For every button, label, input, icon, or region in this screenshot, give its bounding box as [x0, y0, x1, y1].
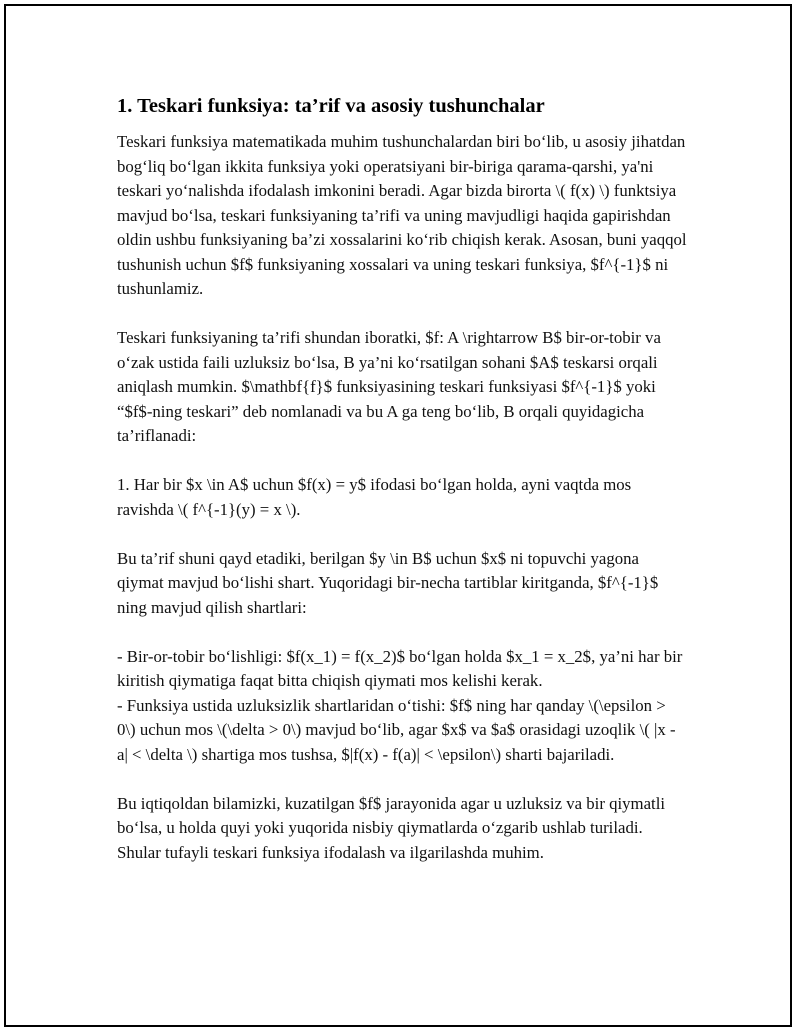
- paragraph-condition-1: 1. Har bir $x \in A$ uchun $f(x) = y$ ifodasi bo‘lgan holda, ayni vaqtda mos ravishda \( f^{-1}(y) = x \).: [117, 475, 632, 519]
- paragraph-conclusion: Bu iqtiqoldan bilamizki, kuzatilgan $f$ jarayonida agar u uzluksiz va bir qiymatli bo‘lsa, u holda quyi yoki yuqorida nisbiy qiymatlarda o‘zgarib ushlab turiladi. Shular tufayli teskari funksiya ifodalash va ilgarilashda muhim.: [117, 793, 666, 862]
- section-heading: 1. Teskari funksiya: ta’rif va asosiy tushunchalar: [117, 95, 545, 117]
- list-item-continuity: - Funksiya ustida uzluksizlik shartlaridan o‘tishi: $f$ ning har qanday \(\epsilon > 0\) uchun mos \(\delta > 0\) mavjud bo‘lib, agar $x$ va $a$ orasidagi uzoqlik \( |x - a| < \delta \) shartiga mos tushsa, $|f(x) - f(a)| < \epsilon\) sharti bajariladi.: [117, 695, 676, 764]
- list-item-injectivity: - Bir-or-tobir bo‘lishligi: $f(x_1) = f(x_2)$ bo‘lgan holda $x_1 = x_2$, ya’ni har bir kiritish qiymatiga faqat bitta chiqish qiymati mos kelishi kerak.: [117, 646, 683, 690]
- paragraph-definition: Teskari funksiyaning ta’rifi shundan iboratki, $f: A \rightarrow B$ bir-or-tobir va o‘zak ustida faili uzluksiz bo‘lsa, B ya’ni ko‘rsatilgan sohani $A$ teskarsi orqali aniqlash mumkin. $\mathbf{f}$ funksiyasining teskari funksiyasi $f^{-1}$ yoki “$f$-ning teskari” deb nomlanadi va bu A ga teng bo‘lib, B orqali quyidagicha ta’riflanadi:: [117, 328, 661, 445]
- paragraph-uniqueness: Bu ta’rif shuni qayd etadiki, berilgan $y \in B$ uchun $x$ ni topuvchi yagona qiymat mavjud bo‘lishi shart. Yuqoridagi bir-necha tartiblar kiritganda, $f^{-1}$ ning mavjud qilish shartlari:: [117, 548, 659, 617]
- paragraph-intro: Teskari funksiya matematikada muhim tushunchalardan biri bo‘lib, u asosiy jihatdan bog‘liq bo‘lgan ikkita funksiya yoki operatsiyani bir-biriga qarama-qarshi, ya'ni teskari yo‘nalishda ifodalash imkonini beradi. Agar bizda birorta \( f(x) \) funktsiya mavjud bo‘lsa, teskari funksiyaning ta’rifi va uning mavjudligi haqida gapirishdan oldin ushbu funksiyaning ba’zi xossalarini ko‘rib chiqish kerak. Asosan, buni yaqqol tushunish uchun $f$ funksiyaning xossalari va uning teskari funksiya, $f^{-1}$ ni tushunlamiz.: [117, 132, 687, 298]
- document-body: [117, 92, 687, 890]
